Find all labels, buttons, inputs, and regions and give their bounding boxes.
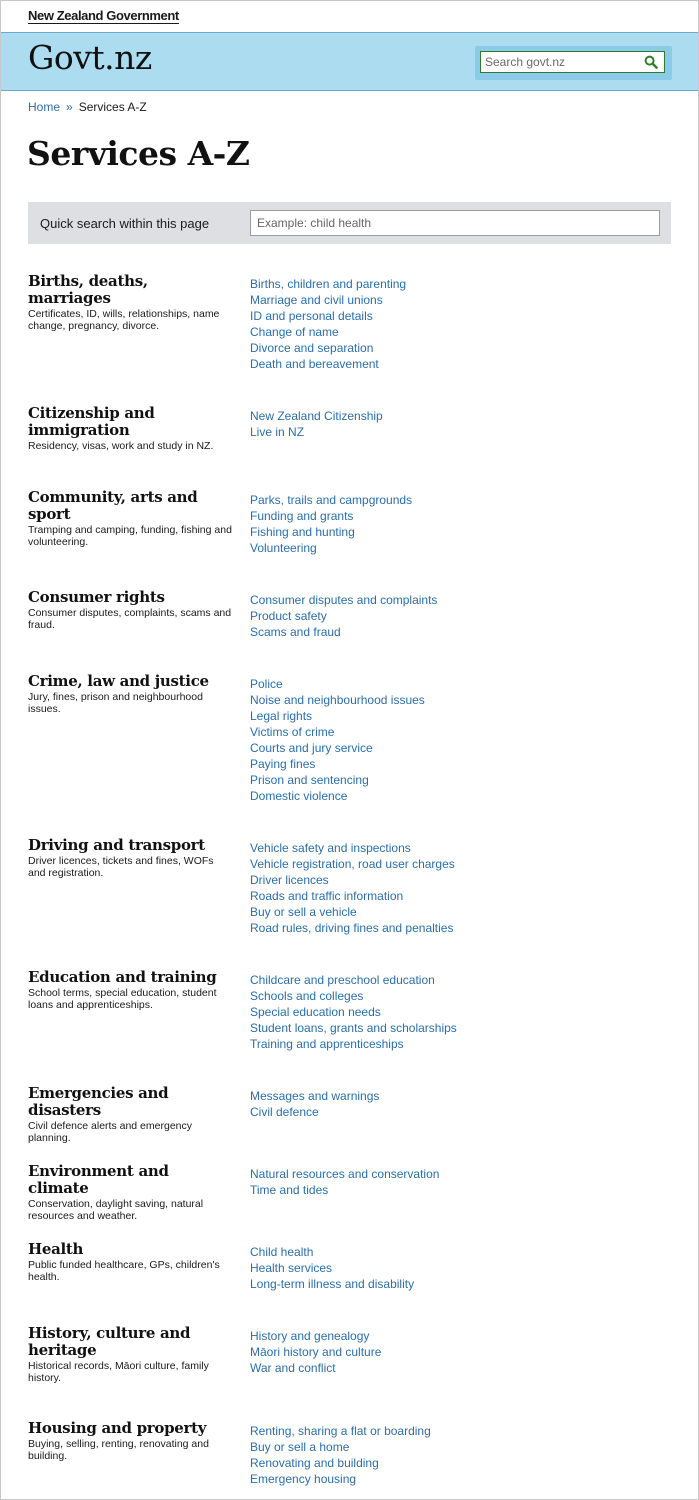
search-icon: [644, 55, 658, 69]
section-description: Civil defence alerts and emergency planning.: [28, 1120, 193, 1144]
service-link[interactable]: War and conflict: [250, 1361, 336, 1375]
breadcrumb: [28, 100, 147, 114]
section-title[interactable]: Citizenship and immigration: [28, 404, 155, 439]
service-link[interactable]: Time and tides: [250, 1183, 329, 1197]
section-title[interactable]: Housing and property: [28, 1419, 207, 1437]
service-link[interactable]: Births, children and parenting: [250, 277, 407, 291]
section-title[interactable]: Community, arts and sport: [28, 488, 198, 523]
service-link[interactable]: Messages and warnings: [250, 1089, 380, 1103]
service-link[interactable]: ID and personal details: [250, 309, 373, 323]
service-link[interactable]: Natural resources and conservation: [250, 1167, 440, 1181]
section-description: School terms, special education, student loans and apprenticeships.: [28, 987, 217, 1011]
service-link[interactable]: Courts and jury service: [250, 741, 373, 755]
service-link[interactable]: Schools and colleges: [250, 989, 364, 1003]
section-births-deaths-marriages: [28, 272, 671, 371]
service-link[interactable]: Māori history and culture: [250, 1345, 382, 1359]
service-link[interactable]: Renting, sharing a flat or boarding: [250, 1424, 431, 1438]
quick-search-label: Quick search within this page: [40, 216, 210, 231]
section-title[interactable]: Environment and climate: [28, 1162, 169, 1197]
section-description: Residency, visas, work and study in NZ.: [28, 440, 214, 452]
section-health: [28, 1240, 671, 1291]
service-link[interactable]: Driver licences: [250, 873, 329, 887]
masthead: [1, 32, 698, 91]
section-links: [250, 1422, 431, 1486]
service-link[interactable]: Student loans, grants and scholarships: [250, 1021, 457, 1035]
search-button[interactable]: [639, 52, 663, 72]
service-link[interactable]: Road rules, driving fines and penalties: [250, 921, 454, 935]
section-description: Jury, fines, prison and neighbourhood issues.: [28, 691, 203, 715]
service-link[interactable]: Training and apprenticeships: [250, 1037, 404, 1051]
service-link[interactable]: Victims of crime: [250, 725, 335, 739]
service-link[interactable]: Scams and fraud: [250, 625, 341, 639]
breadcrumb-current: Services A-Z: [78, 100, 147, 114]
section-consumer-rights: [28, 588, 671, 639]
service-link[interactable]: Buy or sell a vehicle: [250, 905, 357, 919]
service-link[interactable]: Divorce and separation: [250, 341, 374, 355]
section-links: [250, 675, 425, 803]
section-title[interactable]: Consumer rights: [28, 588, 165, 606]
service-link[interactable]: Live in NZ: [250, 425, 305, 439]
section-driving-transport: [28, 836, 671, 935]
service-link[interactable]: Health services: [250, 1261, 333, 1275]
section-community-arts-sport: [28, 488, 671, 555]
service-link[interactable]: Marriage and civil unions: [250, 293, 383, 307]
section-links: [250, 1087, 379, 1119]
section-links: [250, 491, 412, 555]
service-link[interactable]: Domestic violence: [250, 789, 348, 803]
section-description: Certificates, ID, wills, relationships, name change, pregnancy, divorce.: [28, 308, 220, 332]
section-links: [250, 1327, 381, 1375]
section-crime-law-justice: [28, 672, 671, 803]
section-links: [250, 839, 455, 935]
page-title: Services A-Z: [27, 134, 250, 173]
section-history-culture-heritage: [28, 1325, 671, 1384]
service-link[interactable]: Vehicle registration, road user charges: [250, 857, 455, 871]
service-link[interactable]: Paying fines: [250, 757, 316, 771]
section-title[interactable]: Emergencies and disasters: [28, 1084, 169, 1119]
service-link[interactable]: Long-term illness and disability: [250, 1277, 415, 1291]
section-title[interactable]: Crime, law and justice: [28, 672, 209, 690]
quick-search-panel: [28, 202, 671, 244]
service-link[interactable]: Childcare and preschool education: [250, 973, 435, 987]
site-title[interactable]: Govt.nz: [28, 38, 152, 77]
breadcrumb-separator: »: [66, 100, 73, 114]
service-link[interactable]: Vehicle safety and inspections: [250, 841, 411, 855]
service-link[interactable]: Parks, trails and campgrounds: [250, 493, 413, 507]
service-link[interactable]: New Zealand Citizenship: [250, 409, 383, 423]
service-link[interactable]: History and genealogy: [250, 1329, 370, 1343]
section-description: Public funded healthcare, GPs, children's health.: [28, 1259, 220, 1283]
section-environment-climate: [28, 1163, 671, 1222]
service-link[interactable]: Noise and neighbourhood issues: [250, 693, 425, 707]
section-housing-property: [28, 1419, 671, 1486]
service-link[interactable]: Prison and sentencing: [250, 773, 369, 787]
service-link[interactable]: Child health: [250, 1245, 314, 1259]
section-description: Buying, selling, renting, renovating and building.: [28, 1438, 209, 1462]
breadcrumb-home-link[interactable]: Home: [28, 100, 61, 114]
service-link[interactable]: Consumer disputes and complaints: [250, 593, 438, 607]
section-title[interactable]: Education and training: [28, 968, 217, 986]
section-citizenship-immigration: [28, 405, 671, 452]
section-links: [250, 275, 406, 371]
service-link[interactable]: Product safety: [250, 609, 327, 623]
service-link[interactable]: Death and bereavement: [250, 357, 379, 371]
service-link[interactable]: Change of name: [250, 325, 339, 339]
service-link[interactable]: Volunteering: [250, 541, 317, 555]
service-link[interactable]: Funding and grants: [250, 509, 354, 523]
service-link[interactable]: Roads and traffic information: [250, 889, 404, 903]
section-title[interactable]: History, culture and heritage: [28, 1324, 191, 1359]
section-links: [250, 407, 383, 439]
service-link[interactable]: Renovating and building: [250, 1456, 379, 1470]
section-links: [250, 591, 437, 639]
service-link[interactable]: Fishing and hunting: [250, 525, 355, 539]
section-title[interactable]: Driving and transport: [28, 836, 205, 854]
service-link[interactable]: Legal rights: [250, 709, 313, 723]
section-emergencies-disasters: [28, 1085, 671, 1144]
section-links: [250, 971, 457, 1051]
service-link[interactable]: Special education needs: [250, 1005, 381, 1019]
section-description: Historical records, Māori culture, family history.: [28, 1360, 209, 1384]
service-link[interactable]: Police: [250, 677, 283, 691]
section-links: [250, 1165, 439, 1197]
section-description: Consumer disputes, complaints, scams and fraud.: [28, 607, 232, 631]
service-link[interactable]: Emergency housing: [250, 1472, 357, 1486]
section-description: Tramping and camping, funding, fishing and volunteering.: [28, 524, 232, 548]
section-description: Conservation, daylight saving, natural resources and weather.: [28, 1198, 204, 1222]
site-search: [475, 46, 672, 80]
quick-search-input[interactable]: [250, 210, 660, 236]
section-education-training: [28, 968, 671, 1051]
nz-government-logo-text[interactable]: New Zealand Government: [28, 8, 179, 23]
service-link[interactable]: Civil defence: [250, 1105, 319, 1119]
search-input[interactable]: [480, 51, 665, 73]
section-links: [250, 1243, 414, 1291]
section-title[interactable]: Births, deaths, marriages: [28, 272, 148, 307]
nz-government-banner[interactable]: [28, 8, 179, 23]
section-title[interactable]: Health: [28, 1240, 84, 1258]
service-link[interactable]: Buy or sell a home: [250, 1440, 350, 1454]
section-description: Driver licences, tickets and fines, WOFs and registration.: [28, 855, 214, 879]
